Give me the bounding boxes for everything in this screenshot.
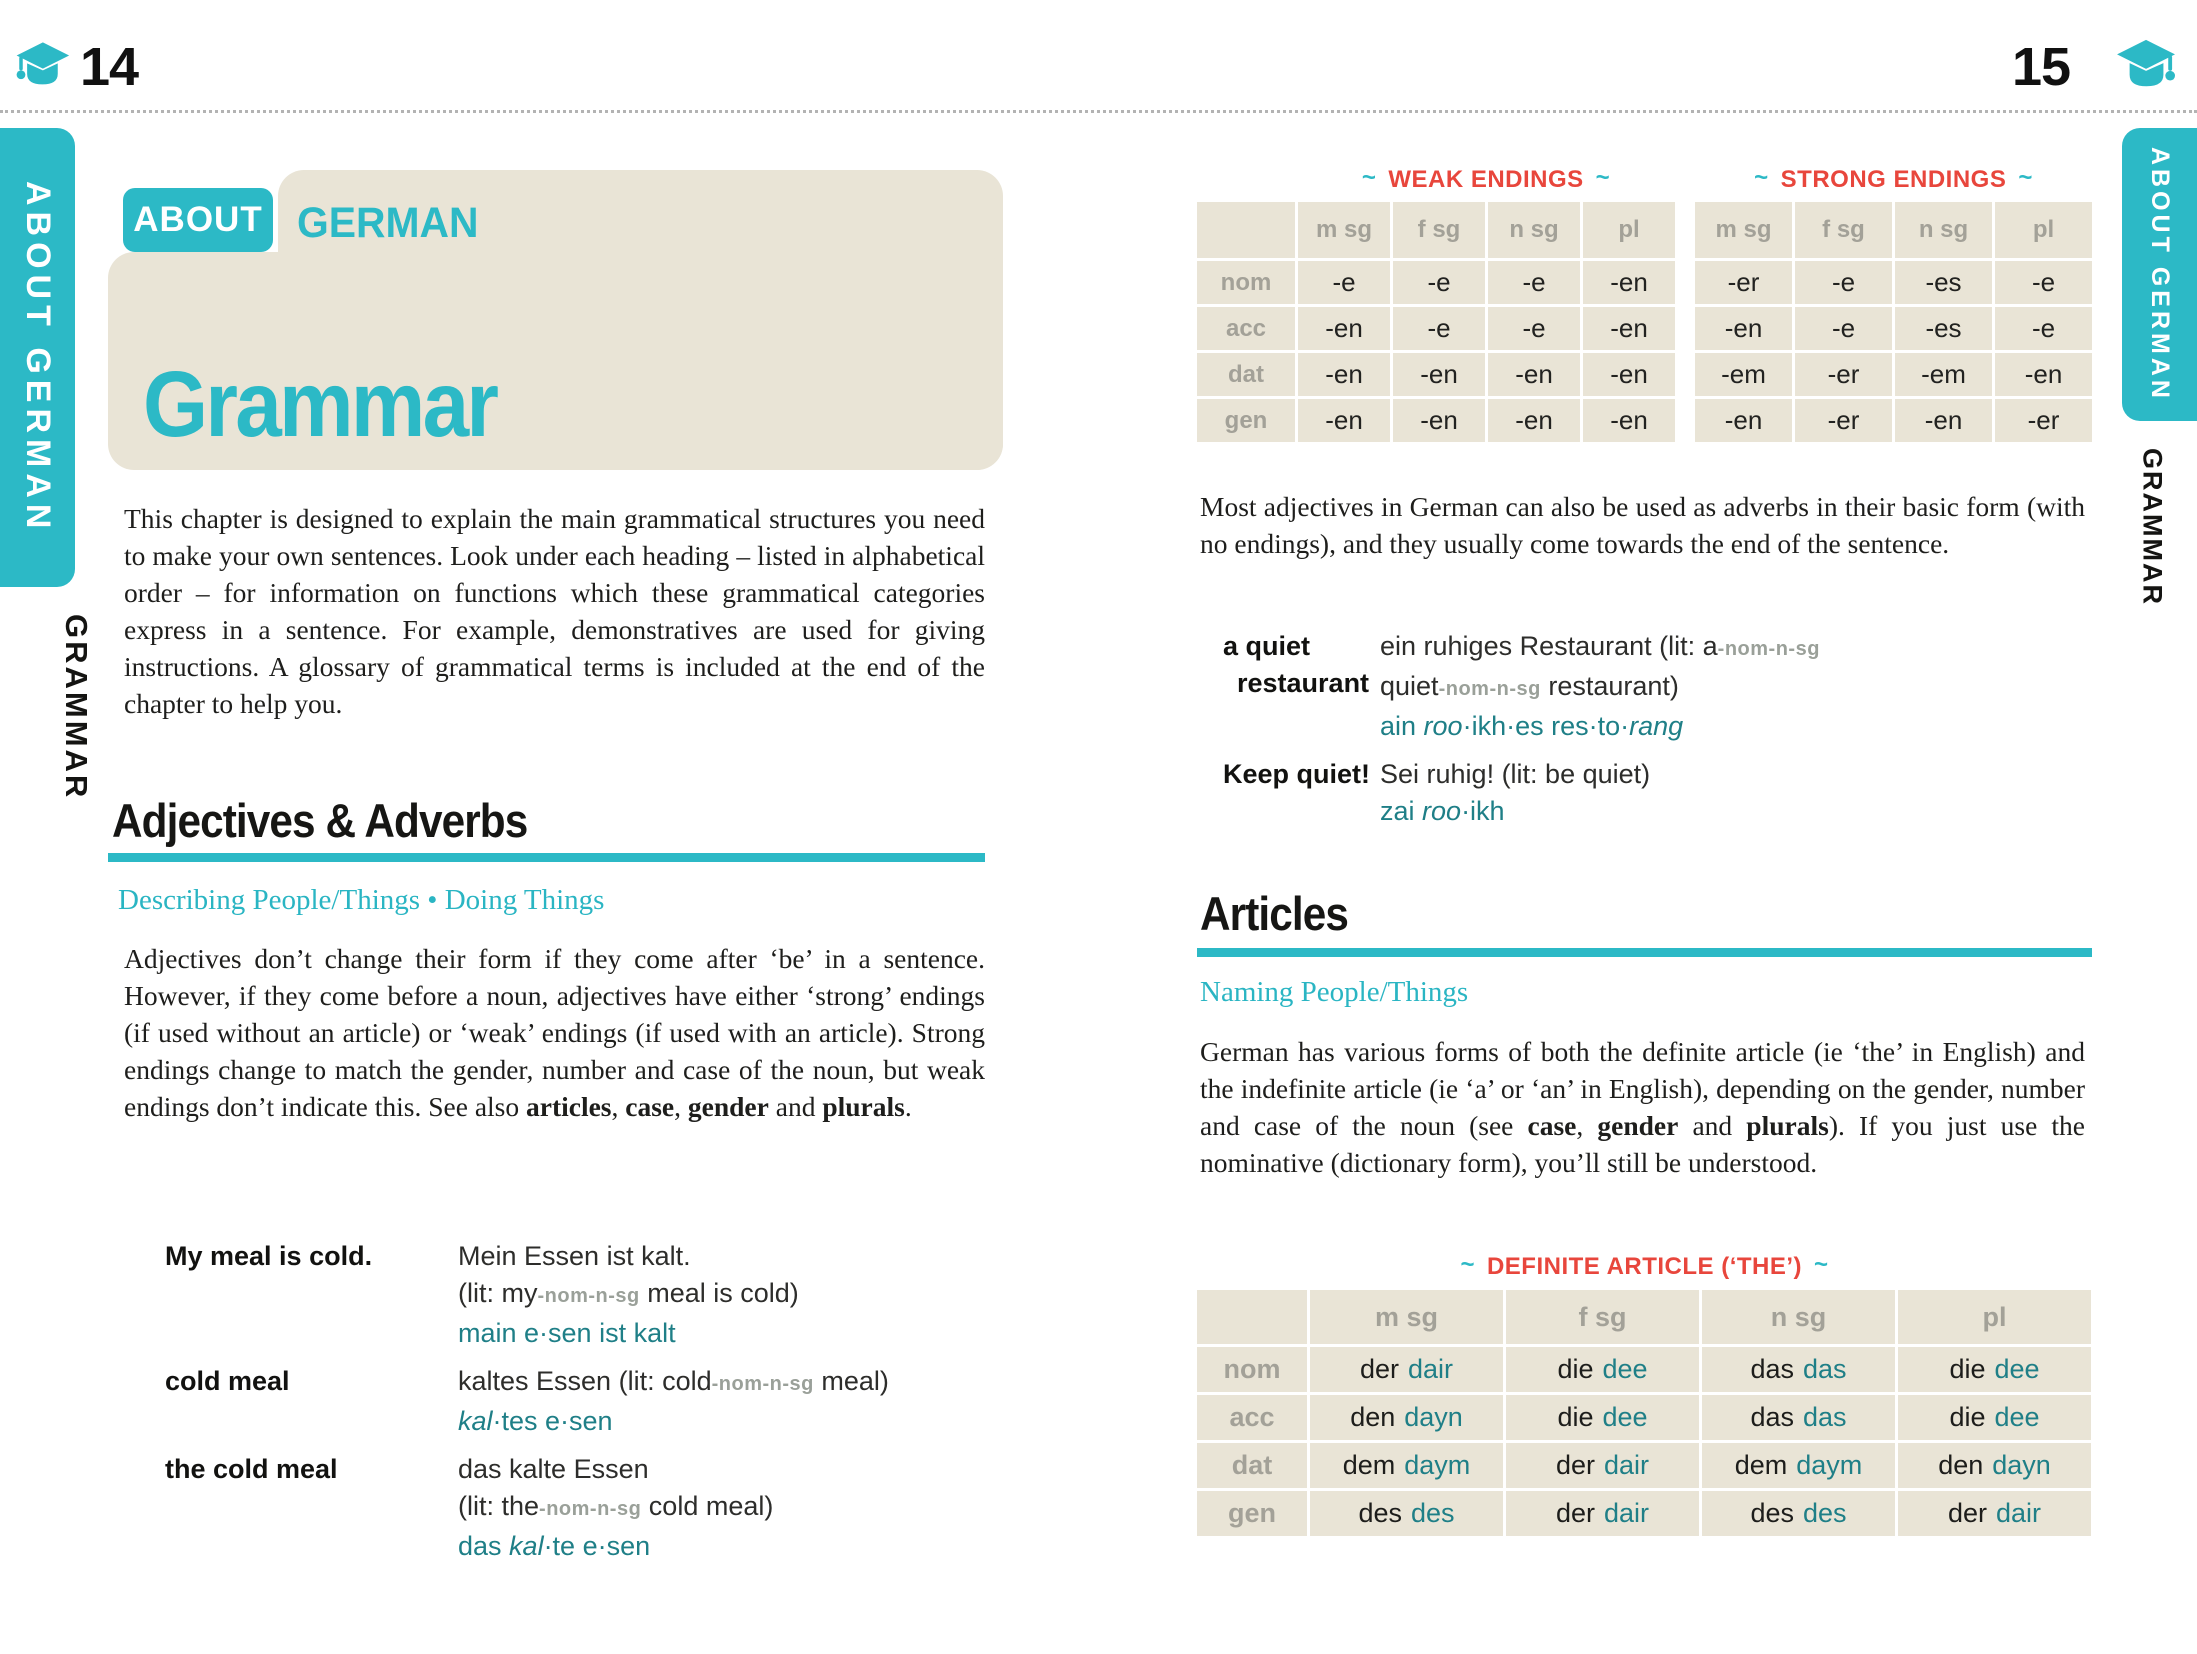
sidebar-tab-about-german-left [0,128,75,587]
tilde-icon: ~ [1361,164,1377,191]
column-header: n sg [1895,202,1992,258]
literal-line: (lit: the-nom-n-sg cold meal) [458,1491,774,1521]
table-cell: -en [1583,353,1675,396]
sidebar-chapter-grammar-left [56,610,96,805]
example-row [165,1451,985,1565]
row-label: acc [1197,307,1295,350]
section-rule [1197,948,2092,957]
examples-left [165,1238,985,1576]
table-cell: -en [1298,353,1390,396]
paragraph-text: Adjectives don’t change their form if they come after ‘be’ in a sentence. However, if they come before a noun, adjectives have either ‘strong’ endings (if used without an article) or ‘weak’ endings (if used with an article). Strong endings change to match the gender, number and case of the noun, but weak endings don’t indicate this. See also [124,943,985,1122]
literal-line: quiet-nom-n-sg restaurant) [1380,671,1679,701]
graduation-cap-icon [2116,38,2178,94]
grammar-tag: -nom-n-sg [539,1498,642,1520]
header-divider [0,110,2197,113]
table-cell: -en [1393,399,1485,442]
tilde-icon: ~ [2018,164,2033,191]
table-cell: -en [1583,399,1675,442]
section-heading-articles: Articles [1200,887,1348,940]
grammar-tag: -nom-n-sg [711,1373,814,1395]
example-english: My meal is cold. [165,1241,373,1271]
table-cell: des des [1310,1491,1503,1536]
table-cell: -en [1583,261,1675,304]
strong-endings-table [1695,202,2092,442]
example-german [1380,628,2085,745]
example-row [165,1363,985,1440]
table-cell: -en [1895,399,1992,442]
table-cell: -e [1995,307,2092,350]
table-cell: -en [1298,399,1390,442]
table-cell: -er [1795,353,1892,396]
table-cell: dem daym [1310,1443,1503,1488]
example-row [1223,628,2085,745]
grammar-tag: -nom-n-sg [537,1285,640,1307]
pronunciation-line: das kal·te e·sen [458,1531,651,1561]
table-cell: das das [1702,1395,1895,1440]
table-cell: die dee [1898,1347,2091,1392]
table-cell: dem daym [1702,1443,1895,1488]
table-title-weak-endings: ~ WEAK ENDINGS ~ [1361,164,1611,193]
adjectives-paragraph: Adjectives don’t change their form if they come after ‘be’ in a sentence. However, if they come before a noun, adjectives have either ‘strong’ endings (if used without an article) or ‘weak’ endings (if used with an article). Strong endings change to match the gender, number and case of the noun, but weak endings don’t indicate this. See also articles, case, gender and plurals. [124,943,985,1122]
example-english: cold meal [165,1366,290,1396]
pronunciation-line: zai roo·ikh [1380,796,1505,826]
table-cell: -e [1488,307,1580,350]
table-cell: -en [1695,307,1792,350]
table-cell: die dee [1506,1347,1699,1392]
table-cell: -en [1393,353,1485,396]
table-cell: des des [1702,1491,1895,1536]
column-header: pl [1898,1290,2091,1344]
german-line: Mein Essen ist kalt. [458,1241,691,1271]
column-header: n sg [1702,1290,1895,1344]
example-german [458,1238,985,1352]
column-header: pl [1995,202,2092,258]
example-english: the cold meal [165,1454,338,1484]
chapter-title: Grammar [143,352,497,456]
table-cell: der dair [1898,1491,2091,1536]
bold-term: case [1527,1110,1577,1141]
weak-endings-table [1197,202,1675,442]
table-cell: -em [1895,353,1992,396]
about-label: ABOUT [133,200,263,239]
tilde-icon: ~ [1460,1251,1475,1278]
tilde-icon: ~ [1814,1251,1829,1278]
bold-term: case [625,1091,675,1122]
column-header: m sg [1695,202,1792,258]
table-cell: -e [1795,307,1892,350]
row-label: gen [1197,1491,1307,1536]
table-cell: -e [1393,307,1485,350]
bold-term: plurals [1746,1110,1829,1141]
pronunciation-line: kal·tes e·sen [458,1406,613,1436]
bold-term: articles [526,1091,612,1122]
grammar-tag: -nom-n-sg [1717,638,1820,660]
sidebar-chapter-label: GRAMMAR [2137,448,2168,606]
table-cell: -en [1995,353,2092,396]
table-cell: -en [1298,307,1390,350]
bold-term: plurals [822,1091,905,1122]
intro-paragraph: This chapter is designed to explain the main grammatical structures you need to make your own sentences. Look under each heading – listed in alphabetical order – for information on functions which these grammatical categories express in a sentence. For example, demonstratives are used for giving instructions. A glossary of grammatical terms is included at the end of the chapter to help you. [124,503,985,719]
row-label: nom [1197,261,1295,304]
bold-term: gender [1597,1110,1679,1141]
example-row [165,1238,985,1352]
column-header: f sg [1795,202,1892,258]
examples-right [1223,628,2085,841]
table-cell: der dair [1506,1491,1699,1536]
table-cell: den dayn [1310,1395,1503,1440]
table-cell: -es [1895,307,1992,350]
table-cell: -en [1695,399,1792,442]
table-cell: den dayn [1898,1443,2091,1488]
literal-line: (lit: my-nom-n-sg meal is cold) [458,1278,799,1308]
example-german [1380,756,2085,830]
row-label: nom [1197,1347,1307,1392]
table-cell: -em [1695,353,1792,396]
row-label: dat [1197,353,1295,396]
german-label: GERMAN [297,199,479,247]
example-german [458,1363,985,1440]
table-cell: -er [1795,399,1892,442]
sidebar-tab-label: ABOUT GERMAN [19,180,57,535]
table-cell: -en [1583,307,1675,350]
sidebar-chapter-grammar-right [2132,445,2172,609]
graduation-cap-icon [14,40,70,92]
row-label: gen [1197,399,1295,442]
tilde-icon: ~ [1754,164,1769,191]
table-cell: der dair [1310,1347,1503,1392]
table-cell: -e [1298,261,1390,304]
column-header: m sg [1310,1290,1503,1344]
example-english: a quiet restaurant [1223,631,1370,698]
pronunciation-line: ain roo·ikh·es res·to·rang [1380,711,1684,741]
table-cell: -er [1695,261,1792,304]
sidebar-tab-about-german-right [2122,128,2197,421]
example-row [1223,756,2085,830]
table-title-strong-endings: ~ STRONG ENDINGS ~ [1754,164,2033,193]
table-cell: -en [1488,399,1580,442]
table-corner [1197,1290,1307,1344]
page-number-right: 15 [2012,37,2071,97]
table-title-definite-article: ~ DEFINITE ARTICLE (‘THE’) ~ [1460,1251,1829,1280]
german-line: kaltes Essen (lit: cold-nom-n-sg meal) [458,1366,889,1396]
column-header: n sg [1488,202,1580,258]
table-cell: -es [1895,261,1992,304]
chapter-box-about-tab [123,188,273,252]
table-cell: -e [1995,261,2092,304]
pronunciation-line: main e·sen ist kalt [458,1318,676,1348]
table-cell: -e [1488,261,1580,304]
column-header: f sg [1393,202,1485,258]
table-cell: -e [1393,261,1485,304]
german-line: Sei ruhig! (lit: be quiet) [1380,759,1651,789]
section-heading-adjectives-adverbs: Adjectives & Adverbs [112,794,528,847]
table-cell: -er [1995,399,2092,442]
definite-article-table [1197,1290,2091,1536]
table-cell: -e [1795,261,1892,304]
example-english: Keep quiet! [1223,759,1371,789]
column-header: m sg [1298,202,1390,258]
sidebar-chapter-label: GRAMMAR [59,614,94,801]
german-line: ein ruhiges Restaurant (lit: a-nom-n-sg [1380,631,1820,661]
grammar-tag: -nom-n-sg [1438,678,1541,700]
table-cell: der dair [1506,1443,1699,1488]
table-cell: das das [1702,1347,1895,1392]
row-label: dat [1197,1443,1307,1488]
page-number-left: 14 [80,37,139,97]
column-header: f sg [1506,1290,1699,1344]
table-cell: die dee [1506,1395,1699,1440]
section-subtitle: Naming People/Things [1200,976,1469,1008]
articles-paragraph: German has various forms of both the definite article (ie ‘the’ in English) and the indefinite article (ie ‘a’ or ‘an’ in English), depending on the gender, number and case of the noun (see case, gender and plurals). If you just use the nominative (dictionary form), you’ll still be understood. [1200,1036,2085,1178]
section-subtitle: Describing People/Things • Doing Things [118,884,605,916]
german-line: das kalte Essen [458,1454,649,1484]
tilde-icon: ~ [1595,164,1611,191]
sidebar-tab-label: ABOUT GERMAN [2146,147,2174,402]
example-german [458,1451,985,1565]
section-rule [108,853,985,862]
table-corner [1197,202,1295,258]
table-cell: -en [1488,353,1580,396]
adverbs-paragraph: Most adjectives in German can also be used as adverbs in their basic form (with no endings), and they usually come towards the end of the sentence. [1200,491,2085,559]
bold-term: gender [687,1091,769,1122]
table-cell: die dee [1898,1395,2091,1440]
row-label: acc [1197,1395,1307,1440]
column-header: pl [1583,202,1675,258]
